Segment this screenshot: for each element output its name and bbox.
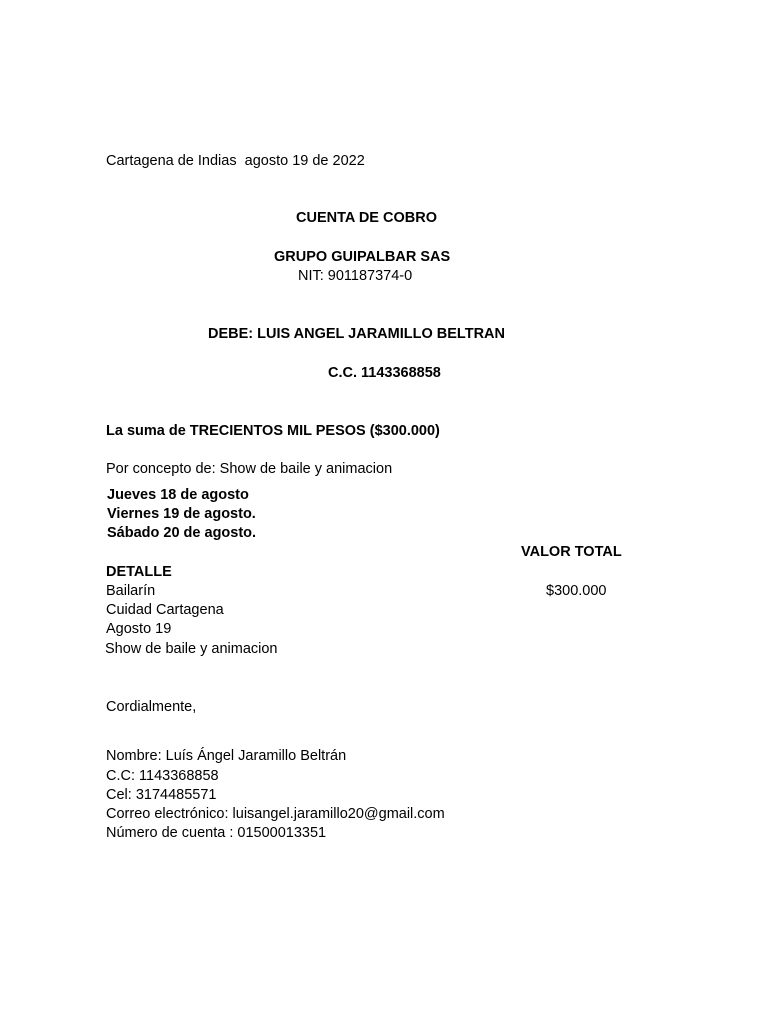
date-item: Jueves 18 de agosto	[107, 487, 249, 503]
detail-line: Agosto 19	[106, 621, 172, 637]
date-item: Sábado 20 de agosto.	[107, 525, 257, 541]
place-date: Cartagena de Indias agosto 19 de 2022	[106, 153, 365, 169]
signature-email: Correo electrónico: luisangel.jaramillo20@gmail.com	[106, 806, 445, 822]
debtor-line: DEBE: LUIS ANGEL JARAMILLO BELTRAN	[208, 326, 505, 342]
signature-phone: Cel: 3174485571	[106, 787, 217, 803]
signature-name: Nombre: Luís Ángel Jaramillo Beltrán	[106, 748, 347, 764]
company-name: GRUPO GUIPALBAR SAS	[274, 249, 451, 265]
detail-line: Show de baile y animacion	[105, 641, 278, 657]
signature-cc: C.C: 1143368858	[106, 768, 219, 784]
detail-line: Bailarín	[106, 583, 156, 599]
signature-account: Número de cuenta : 01500013351	[106, 825, 327, 841]
closing: Cordialmente,	[106, 699, 197, 715]
date-item: Viernes 19 de agosto.	[107, 506, 256, 522]
document-title: CUENTA DE COBRO	[296, 210, 437, 226]
detalle-label: DETALLE	[106, 564, 172, 580]
sum-line: La suma de TRECIENTOS MIL PESOS ($300.000)	[106, 423, 440, 439]
detail-line: Cuidad Cartagena	[106, 602, 224, 618]
valor-total-label: VALOR TOTAL	[521, 544, 622, 560]
valor-total-amount: $300.000	[546, 583, 607, 599]
concept-line: Por concepto de: Show de baile y animacion	[106, 461, 393, 477]
debtor-cc: C.C. 1143368858	[328, 365, 441, 381]
company-nit: NIT: 901187374-0	[298, 268, 413, 284]
